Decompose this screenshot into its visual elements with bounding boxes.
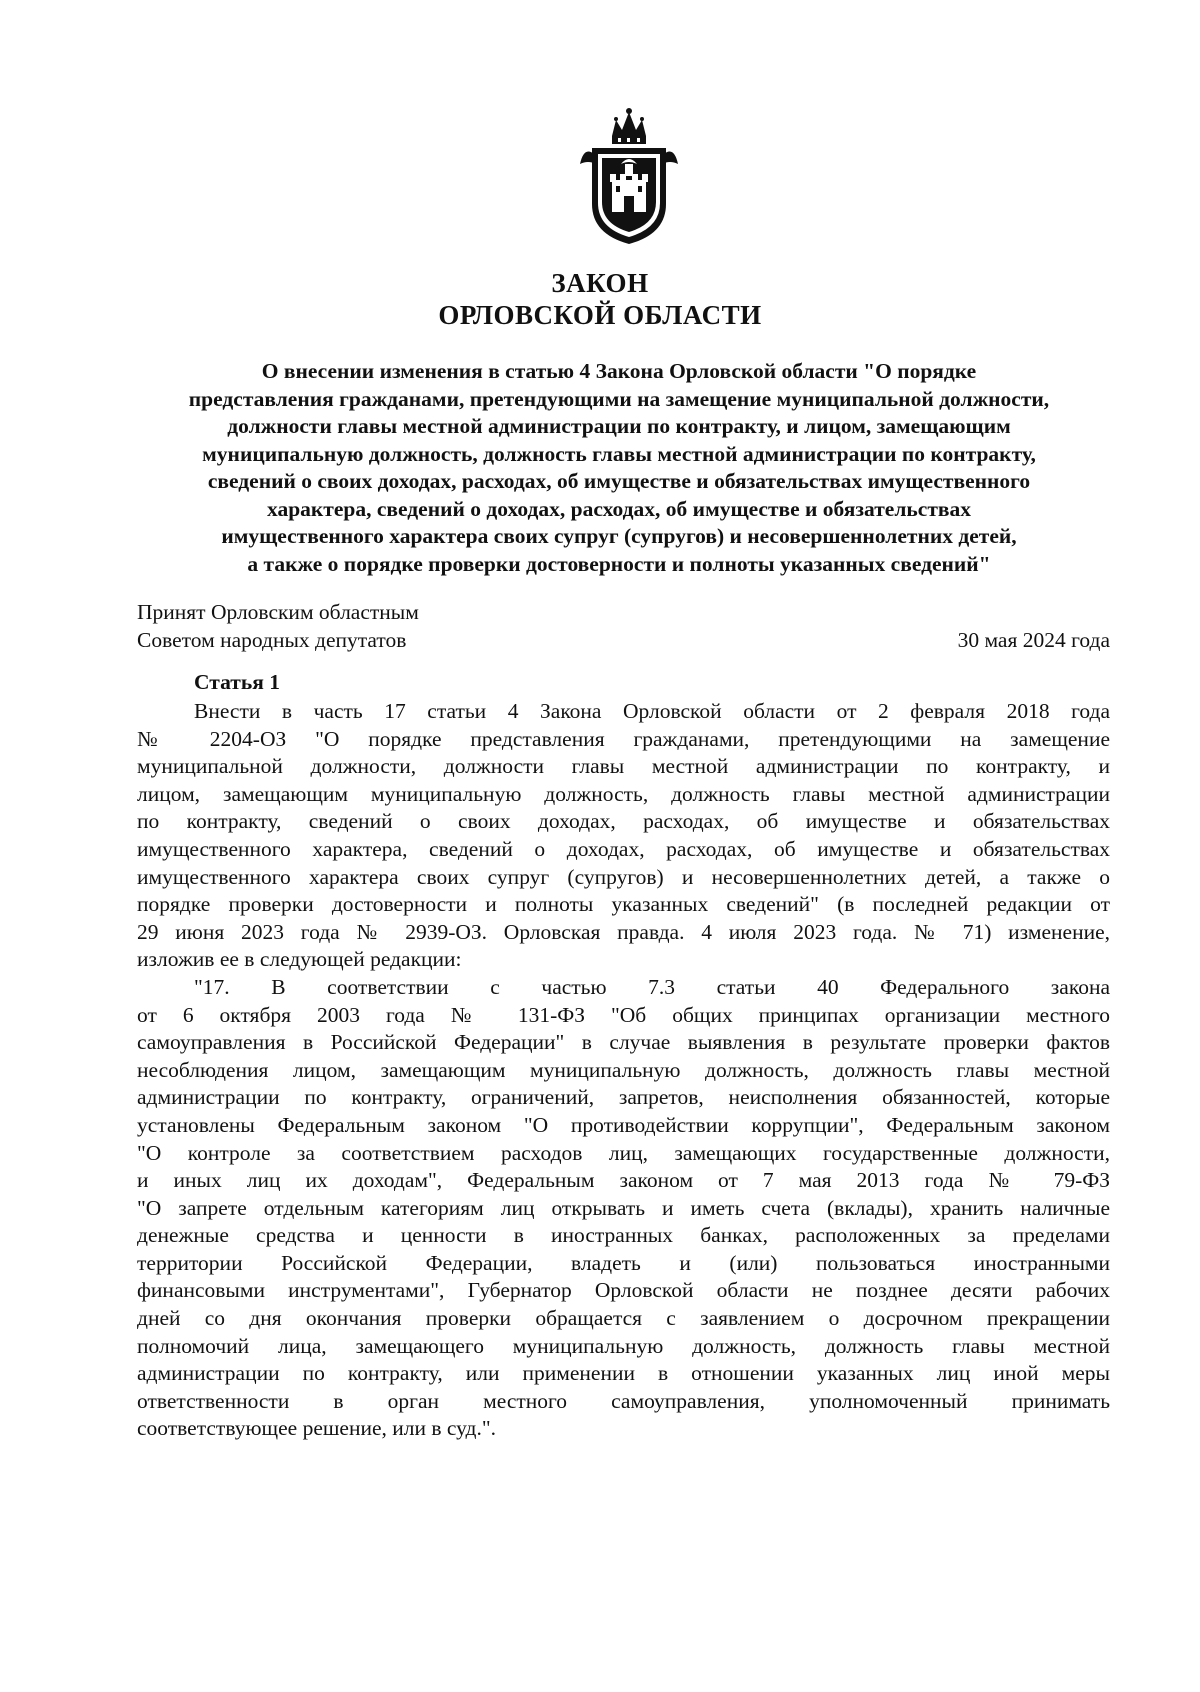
subject-line: представления гражданами, претендующими на замещение муниципальной должности,	[188, 386, 1050, 411]
subject-line: имущественного характера своих супруг (супругов) и несовершеннолетних детей,	[221, 524, 1017, 548]
body-line: ответственности в орган местного самоуправления, уполномоченный принимать	[137, 1388, 1110, 1413]
body-line: денежные средства и ценности в иностранных банках, расположенных за пределами	[137, 1223, 1110, 1248]
article-body	[137, 698, 1110, 1443]
subject-line: муниципальную должность, должность главы местной администрации по контракту,	[202, 441, 1036, 466]
adoption-date: 30 мая 2024 года	[957, 628, 1110, 652]
body-line: изложив ее в следующей редакции:	[137, 947, 462, 972]
body-line: имущественного характера, сведений о доходах, расходах, об имуществе и обязательствах	[137, 836, 1110, 861]
body-line: администрации по контракту, или применении в отношении указанных лиц иной меры	[137, 1361, 1110, 1386]
law-subject	[134, 358, 1104, 578]
coat-of-arms-emblem	[574, 106, 684, 246]
body-line: № 2204-ОЗ "О порядке представления гражданами, претендующими на замещение	[137, 726, 1110, 751]
adopted-line: Принят Орловским областным	[137, 600, 419, 624]
body-line: по контракту, сведений о своих доходах, расходах, об имуществе и обязательствах	[137, 809, 1110, 834]
body-line: и иных лиц их доходам", Федеральным законом от 7 мая 2013 года № 79-ФЗ	[137, 1168, 1110, 1193]
body-line: полномочий лица, замещающего муниципальную должность, должность главы местной	[137, 1333, 1110, 1358]
body-line: "О контроле за соответствием расходов лиц, замещающих государственные должности,	[137, 1140, 1110, 1165]
body-line: "17. В соответствии с частью 7.3 статьи 40 Федерального закона	[194, 974, 1110, 999]
body-line: муниципальной должности, должности главы местной администрации по контракту, и	[137, 754, 1110, 779]
body-line: соответствующее решение, или в суд.".	[137, 1416, 497, 1441]
body-line: установлены Федеральным законом "О противодействии коррупции", Федеральным законом	[137, 1112, 1110, 1137]
body-line: самоуправления в Российской Федерации" в случае выявления в результате проверки фактов	[137, 1030, 1110, 1055]
body-line: Внести в часть 17 статьи 4 Закона Орловской области от 2 февраля 2018 года	[194, 699, 1110, 723]
law-title: ЗАКОН	[551, 268, 649, 298]
subject-line: О внесении изменения в статью 4 Закона Орловской области "О порядке	[261, 359, 977, 383]
body-line: дней со дня окончания проверки обращается с заявлением о досрочном прекращении	[137, 1306, 1110, 1331]
adoption-statement	[137, 598, 419, 654]
adopted-line: Советом народных депутатов	[137, 628, 407, 652]
article-heading: Статья 1	[194, 670, 280, 694]
body-line: "О запрете отдельным категориям лиц открывать и иметь счета (вклады), хранить наличные	[137, 1195, 1110, 1220]
subject-line: должности главы местной администрации по контракту, и лицом, замещающим	[227, 414, 1011, 438]
law-region-title: ОРЛОВСКОЙ ОБЛАСТИ	[438, 300, 762, 330]
subject-line: характера, сведений о доходах, расходах, об имуществе и обязательствах	[267, 496, 971, 521]
subject-line: а также о порядке проверки достоверности и полноты указанных сведений"	[247, 551, 991, 576]
body-line: территории Российской Федерации, владеть и (или) пользоваться иностранными	[137, 1250, 1110, 1275]
body-line: администрации по контракту, ограничений, запретов, неисполнения обязанностей, которые	[137, 1085, 1110, 1110]
body-line: лицом, замещающим муниципальную должность, должность главы местной администрации	[137, 781, 1110, 806]
body-line: несоблюдения лицом, замещающим муниципальную должность, должность главы местной	[137, 1057, 1110, 1082]
body-line: финансовыми инструментами", Губернатор Орловской области не позднее десяти рабочих	[137, 1278, 1110, 1303]
body-line: порядке проверки достоверности и полноты указанных сведений" (в последней редакции от	[137, 892, 1110, 917]
subject-line: сведений о своих доходах, расходах, об имуществе и обязательствах имущественного	[207, 469, 1031, 493]
body-line: от 6 октября 2003 года № 131-ФЗ "Об общих принципах организации местного	[137, 1002, 1110, 1027]
body-line: 29 июня 2023 года № 2939-ОЗ. Орловская правда. 4 июля 2023 года. № 71) изменение,	[137, 919, 1110, 944]
body-line: имущественного характера своих супруг (супругов) и несовершеннолетних детей, а также о	[137, 864, 1110, 889]
